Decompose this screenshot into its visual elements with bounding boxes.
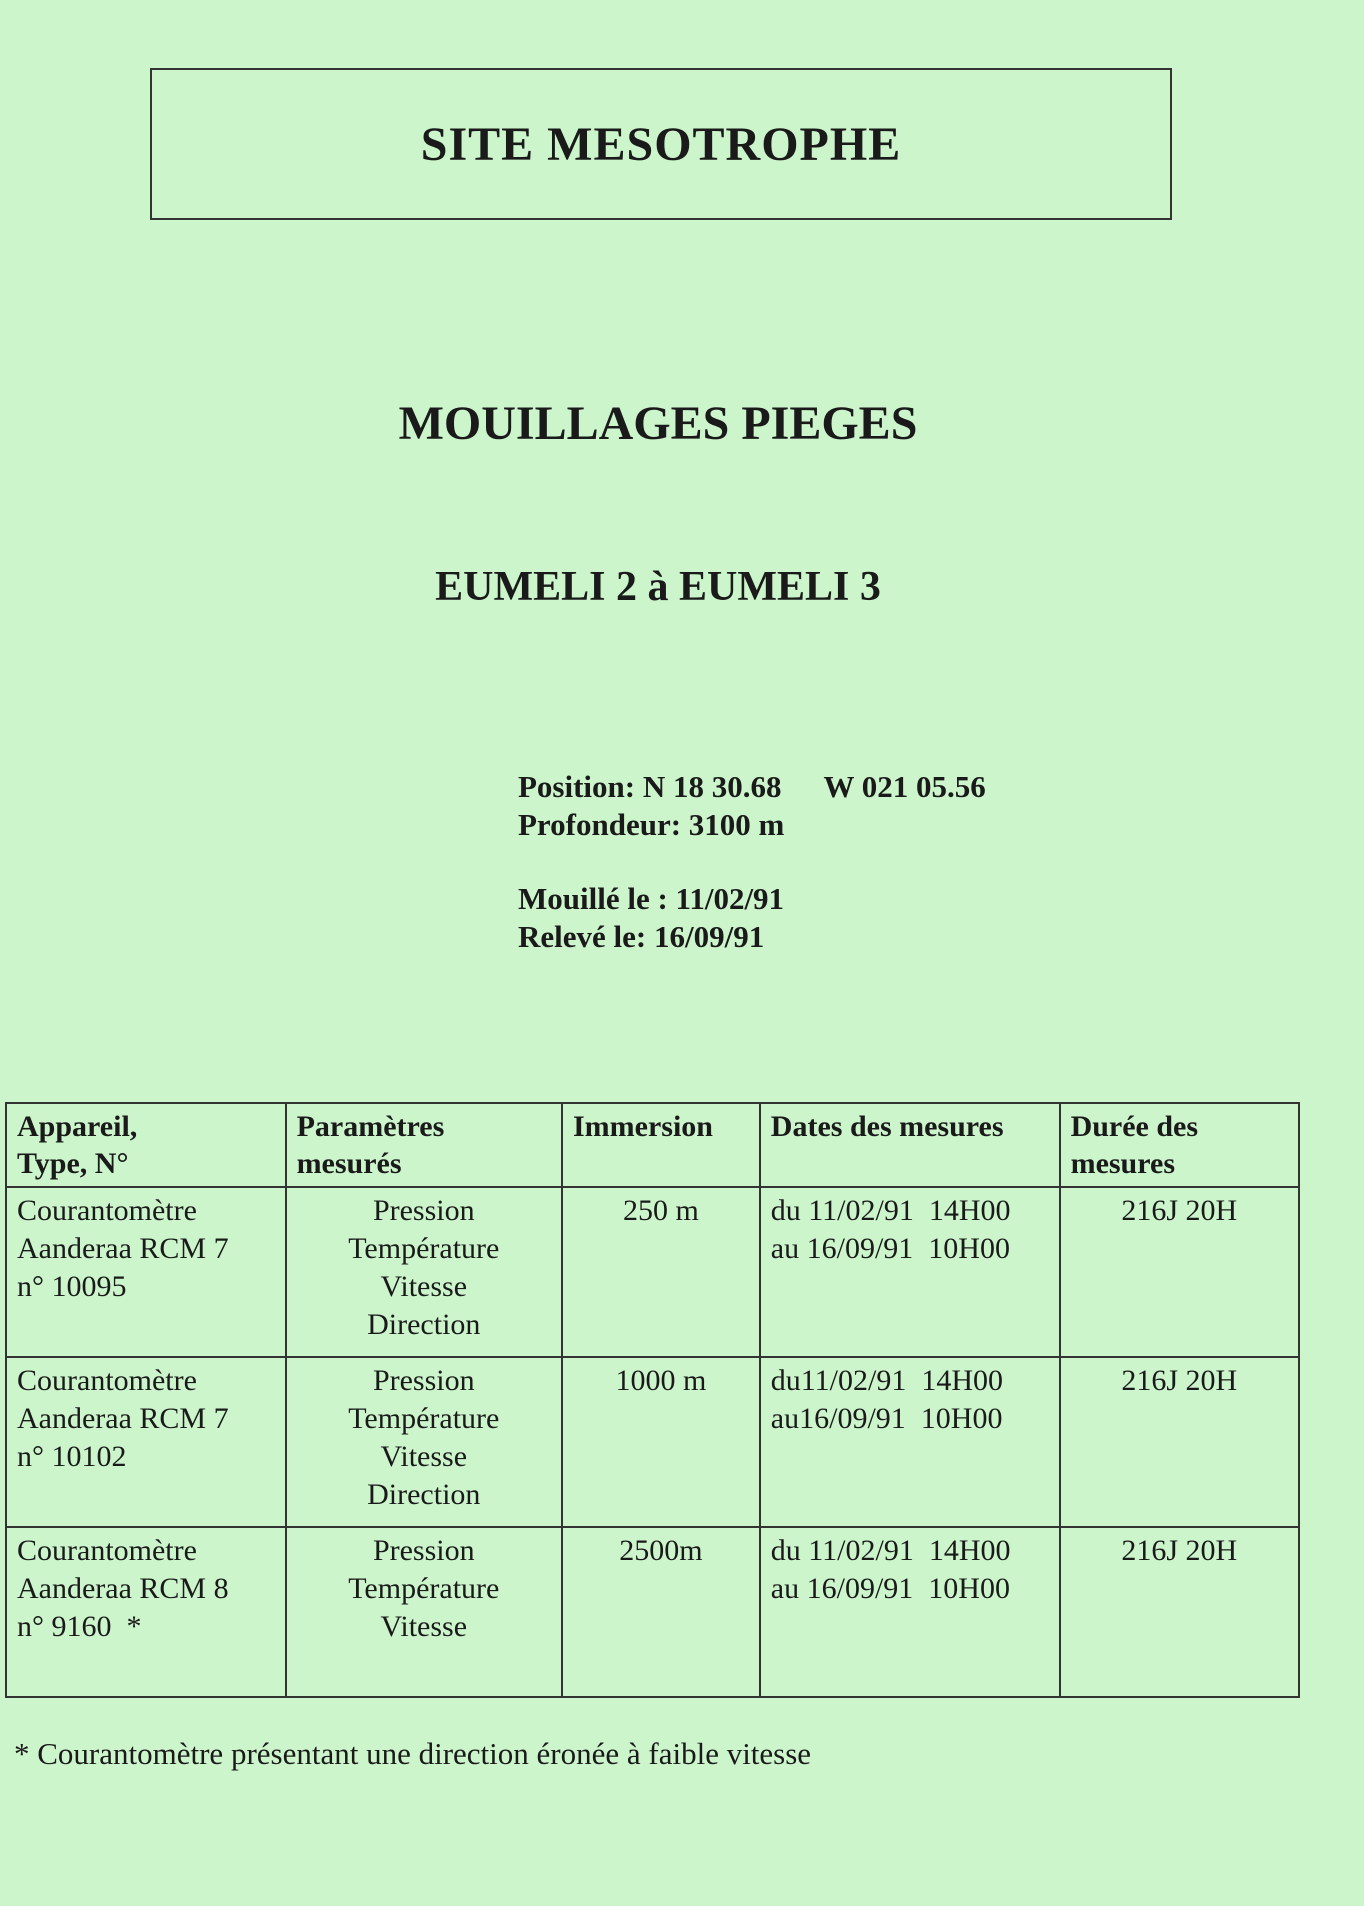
mooring-table: [5, 1102, 1300, 1698]
cell-duree: 216J 20H: [1060, 1187, 1299, 1357]
date-end: au16/09/91 10H00: [770, 1402, 1003, 1435]
header-appareil-line1: Appareil,: [17, 1110, 138, 1143]
appareil-model: Aanderaa RCM 7: [17, 1402, 229, 1435]
cell-appareil: [6, 1527, 286, 1697]
header-duree: [1060, 1103, 1299, 1187]
cell-immersion: 2500m: [562, 1527, 760, 1697]
date-end: au 16/09/91 10H00: [770, 1572, 1010, 1605]
cell-duree: 216J 20H: [1060, 1357, 1299, 1527]
cell-duree: 216J 20H: [1060, 1527, 1299, 1697]
header-immersion: Immersion: [562, 1103, 760, 1187]
header-parametres-line1: Paramètres: [296, 1110, 445, 1143]
param-item: Pression: [372, 1194, 475, 1227]
cell-immersion: 1000 m: [562, 1357, 760, 1527]
cell-parametres: [286, 1187, 562, 1357]
param-item: Direction: [367, 1308, 481, 1341]
appareil-model: Aanderaa RCM 8: [17, 1572, 229, 1605]
cell-appareil: [6, 1357, 286, 1527]
header-parametres-line2: mesurés: [296, 1147, 402, 1180]
depth: Profondeur: 3100 m: [518, 807, 785, 842]
header-parametres: [286, 1103, 562, 1187]
param-item: Température: [348, 1232, 500, 1265]
moored-date: Mouillé le : 11/02/91: [518, 881, 785, 916]
campaign-title: EUMELI 2 à EUMELI 3: [435, 564, 881, 610]
cell-dates: [760, 1187, 1060, 1357]
appareil-model: Aanderaa RCM 7: [17, 1232, 229, 1265]
cell-immersion: 250 m: [562, 1187, 760, 1357]
appareil-number: n° 10102: [17, 1440, 127, 1473]
header-appareil-line2: Type, N°: [17, 1147, 129, 1180]
dates-block: [518, 880, 784, 956]
cell-parametres: [286, 1527, 562, 1697]
header-duree-line1: Durée des: [1070, 1110, 1199, 1143]
subtitle: MOUILLAGES PIEGES: [398, 397, 918, 450]
date-start: du 11/02/91 14H00: [770, 1194, 1011, 1227]
cell-dates: [760, 1527, 1060, 1697]
table-row: [6, 1187, 1299, 1357]
date-end: au 16/09/91 10H00: [770, 1232, 1010, 1265]
table-row: [6, 1357, 1299, 1527]
param-item: Vitesse: [380, 1440, 468, 1473]
param-item: Pression: [372, 1364, 475, 1397]
page-title: SITE MESOTROPHE: [420, 117, 902, 171]
position-latitude: Position: N 18 30.68: [518, 769, 782, 804]
header-duree-line2: mesures: [1070, 1147, 1176, 1180]
param-item: Vitesse: [380, 1270, 468, 1303]
param-item: Direction: [367, 1478, 481, 1511]
param-item: Température: [348, 1572, 500, 1605]
title-box: [150, 68, 1172, 220]
table-header-row: [6, 1103, 1299, 1187]
cell-dates: [760, 1357, 1060, 1527]
date-start: du11/02/91 14H00: [770, 1364, 1004, 1397]
cell-appareil: [6, 1187, 286, 1357]
cell-parametres: [286, 1357, 562, 1527]
param-item: Pression: [372, 1534, 475, 1567]
param-item: Vitesse: [380, 1610, 468, 1643]
appareil-type: Courantomètre: [17, 1194, 197, 1227]
appareil-number: n° 9160 *: [17, 1610, 142, 1643]
date-start: du 11/02/91 14H00: [770, 1534, 1011, 1567]
appareil-type: Courantomètre: [17, 1534, 197, 1567]
recovered-date: Relevé le: 16/09/91: [518, 919, 765, 954]
table-row: [6, 1527, 1299, 1697]
footnote: * Courantomètre présentant une direction éronée à faible vitesse: [14, 1736, 812, 1771]
header-appareil: [6, 1103, 286, 1187]
header-dates: Dates des mesures: [760, 1103, 1060, 1187]
appareil-type: Courantomètre: [17, 1364, 197, 1397]
position-block: [518, 768, 986, 844]
appareil-number: n° 10095: [17, 1270, 127, 1303]
position-longitude: W 021 05.56: [823, 769, 986, 804]
param-item: Température: [348, 1402, 500, 1435]
